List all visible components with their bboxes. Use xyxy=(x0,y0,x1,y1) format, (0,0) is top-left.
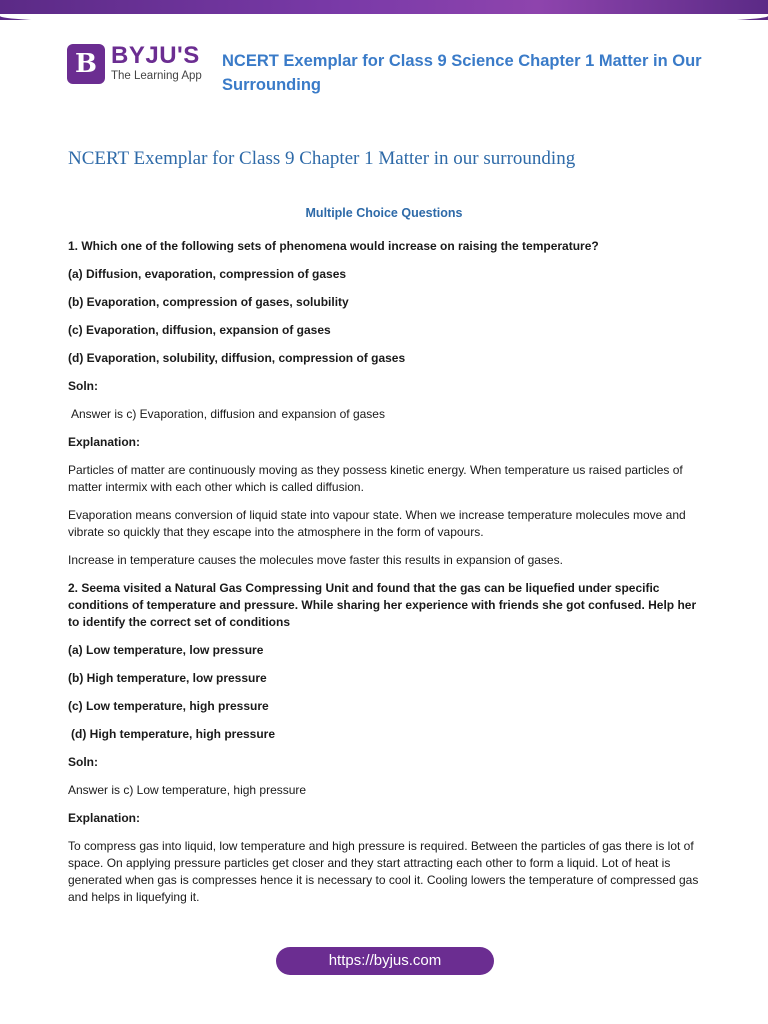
logo-name: BYJU'S xyxy=(111,42,200,69)
q1-option-c: (c) Evaporation, diffusion, expansion of gases xyxy=(68,323,331,337)
q2-option-a: (a) Low temperature, low pressure xyxy=(68,643,264,657)
q2-option-b: (b) High temperature, low pressure xyxy=(68,671,267,685)
byjus-logo[interactable] xyxy=(67,44,217,86)
q1-explanation-label: Explanation: xyxy=(68,435,141,449)
q1-option-a: (a) Diffusion, evaporation, compression of gases xyxy=(68,267,347,281)
question-1: 1. Which one of the following sets of phenomena would increase on raising the temperature? xyxy=(68,239,599,253)
header-title: NCERT Exemplar for Class 9 Science Chapter 1 Matter in Our Surrounding xyxy=(222,52,702,94)
q1-option-d: (d) Evaporation, solubility, diffusion, compression of gases xyxy=(68,351,406,365)
q2-option-c: (c) Low temperature, high pressure xyxy=(68,699,269,713)
q2-option-d: (d) High temperature, high pressure xyxy=(71,727,276,741)
q2-explanation-label: Explanation: xyxy=(68,811,141,825)
top-band-curve xyxy=(0,14,768,26)
q1-explanation-para-3: Increase in temperature causes the molecules move faster this results in expansion of gases. xyxy=(68,553,563,567)
logo-badge-icon: B xyxy=(67,44,105,84)
logo-tagline: The Learning App xyxy=(111,70,202,82)
q1-explanation-para-2: Evaporation means conversion of liquid state into vapour state. When we increase temperature molecules move and vibrate so quickly that they escape into the atmosphere in the form of vapours. xyxy=(68,508,686,539)
q2-answer: Answer is c) Low temperature, high pressure xyxy=(68,783,307,797)
document-title: NCERT Exemplar for Class 9 Chapter 1 Matter in our surrounding xyxy=(68,148,576,169)
footer-url-link[interactable]: https://byjus.com xyxy=(276,947,494,975)
q1-answer: Answer is c) Evaporation, diffusion and expansion of gases xyxy=(71,407,385,421)
q1-option-b: (b) Evaporation, compression of gases, solubility xyxy=(68,295,349,309)
question-2: 2. Seema visited a Natural Gas Compressing Unit and found that the gas can be liquefied under specific conditions of temperature and pressure. While sharing her experience with friends she got confused. Help her to identify the correct set of conditions xyxy=(68,581,697,629)
q1-explanation-para-1: Particles of matter are continuously moving as they possess kinetic energy. When temperature us raised particles of matter intermix with each other which is called diffusion. xyxy=(68,463,683,494)
q2-soln-label: Soln: xyxy=(68,755,98,769)
q1-soln-label: Soln: xyxy=(68,379,98,393)
section-heading: Multiple Choice Questions xyxy=(305,206,463,220)
document-content xyxy=(68,238,708,917)
q2-explanation-para-1: To compress gas into liquid, low temperature and high pressure is required. Between the particles of gas there is lot of space. On applying pressure particles get closer and they start attracting each other to form a liquid. Lot of heat is generated when gas is compresses hence it is necessary to cool it. Cooling lowers the temperature of compressed gas and helps in liquefying it. xyxy=(68,839,699,904)
